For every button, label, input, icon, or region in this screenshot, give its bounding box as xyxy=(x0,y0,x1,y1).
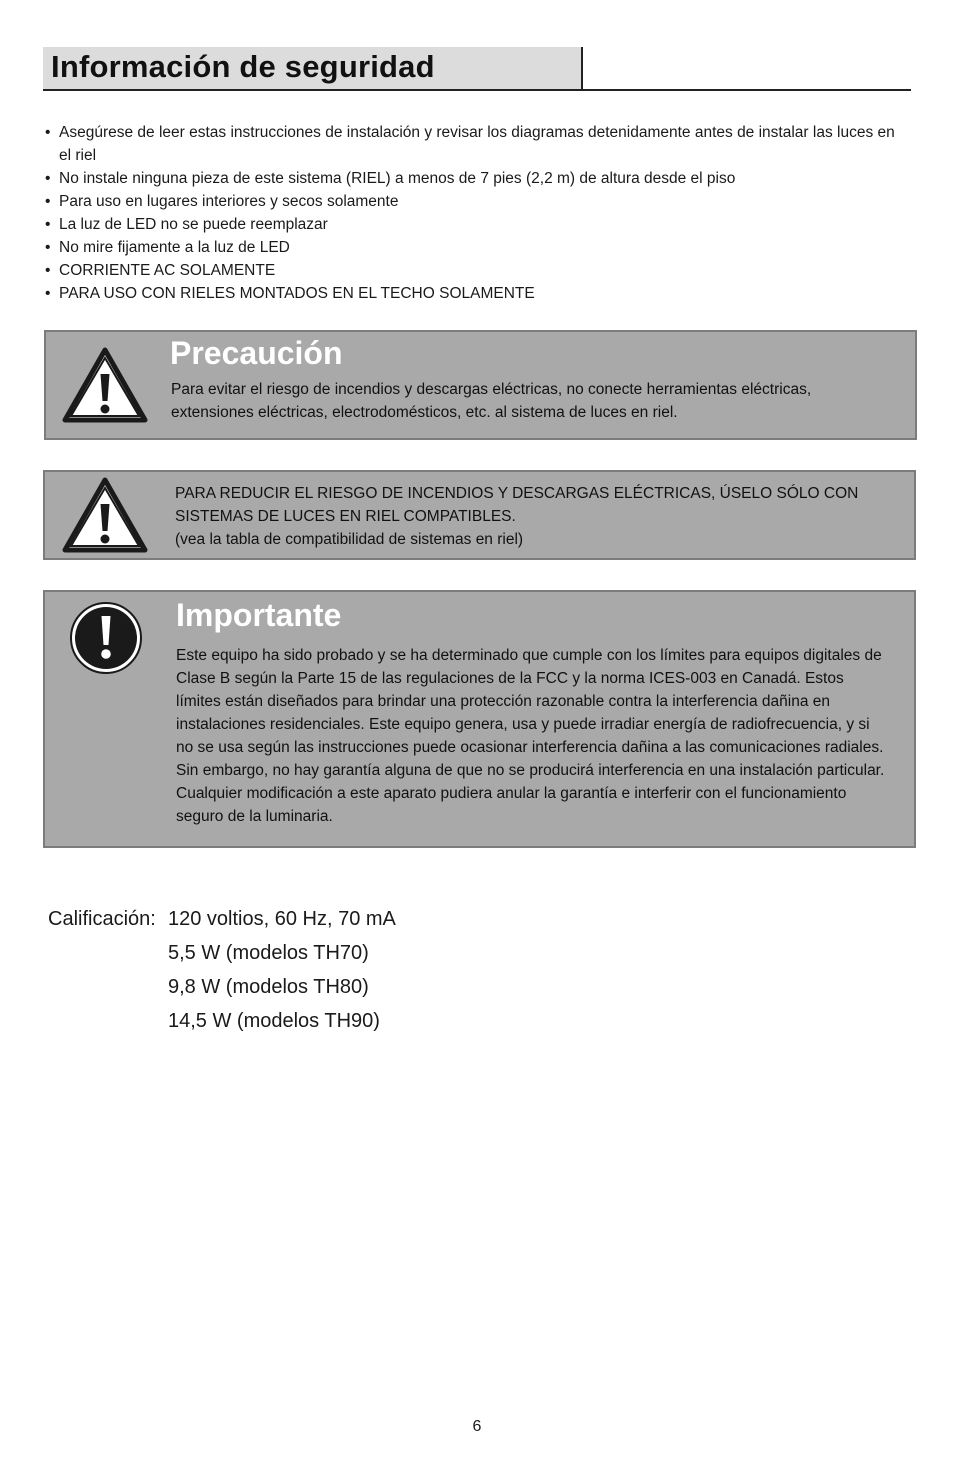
list-item: • CORRIENTE AC SOLAMENTE xyxy=(45,259,895,282)
important-box xyxy=(43,590,916,848)
warning-line: PARA REDUCIR EL RIESGO DE INCENDIOS Y DESCARGAS ELÉCTRICAS, ÚSELO SÓLO CON xyxy=(175,485,859,502)
rating-value: 120 voltios, 60 Hz, 70 mA xyxy=(168,908,396,930)
important-text: Este equipo ha sido probado y se ha determinado que cumple con los límites para equipos digitales de Clase B según la Parte 15 de las regulaciones de la FCC y la norma ICES-003 en Canadá. Estos límites están diseñados para brindar una protección razonable contra la interferencia dañina en instalaciones residenciales. Este equipo genera, usa y puede irradiar energía de radiofrecuencia, y si no se usa según las instrucciones puede ocasionar interferencia dañina a las comunicaciones radiales. Sin embargo, no hay garantía alguna de que no se producirá interferencia en una instalación particular. Cualquier modificación a este aparato pudiera anular la garantía e interferir con el funcionamiento seguro de la luminaria. xyxy=(176,647,885,825)
warning-line: SISTEMAS DE LUCES EN RIEL COMPATIBLES. xyxy=(175,508,516,525)
list-item: • Asegúrese de leer estas instrucciones de instalación y revisar los diagramas detenidamente antes de instalar las luces en el riel xyxy=(45,121,895,167)
rating-label: Calificación: xyxy=(48,908,156,930)
warning-text xyxy=(175,482,895,551)
caution-title: Precaución xyxy=(170,335,343,371)
section-header xyxy=(43,47,911,91)
warning-box xyxy=(43,470,916,560)
important-title: Importante xyxy=(176,597,342,633)
header-band xyxy=(43,47,583,89)
caution-text: Para evitar el riesgo de incendios y descargas eléctricas, no conecte herramientas eléctricas, extensiones eléctricas, electrodomésticos, etc. al sistema de luces en riel. xyxy=(171,381,812,421)
rating-value: 5,5 W (modelos TH70) xyxy=(168,942,369,964)
list-item: • No instale ninguna pieza de este sistema (RIEL) a menos de 7 pies (2,2 m) de altura desde el piso xyxy=(45,167,895,190)
rating-block xyxy=(48,902,396,1038)
rating-value: 9,8 W (modelos TH80) xyxy=(168,976,369,998)
caution-box xyxy=(44,330,917,440)
list-item: • La luz de LED no se puede reemplazar xyxy=(45,213,895,236)
warning-line: (vea la tabla de compatibilidad de sistemas en riel) xyxy=(175,531,524,548)
page-title: Información de seguridad xyxy=(51,49,435,84)
list-item: • Para uso en lugares interiores y secos solamente xyxy=(45,190,895,213)
warning-triangle-icon xyxy=(61,476,149,554)
warning-triangle-icon xyxy=(61,346,149,424)
exclamation-circle-icon xyxy=(69,601,143,675)
list-item: • No mire fijamente a la luz de LED xyxy=(45,236,895,259)
list-item: • PARA USO CON RIELES MONTADOS EN EL TECHO SOLAMENTE xyxy=(45,282,895,305)
safety-bullet-list xyxy=(45,121,895,305)
rating-value: 14,5 W (modelos TH90) xyxy=(168,1010,380,1032)
page-number: 6 xyxy=(472,1418,482,1435)
